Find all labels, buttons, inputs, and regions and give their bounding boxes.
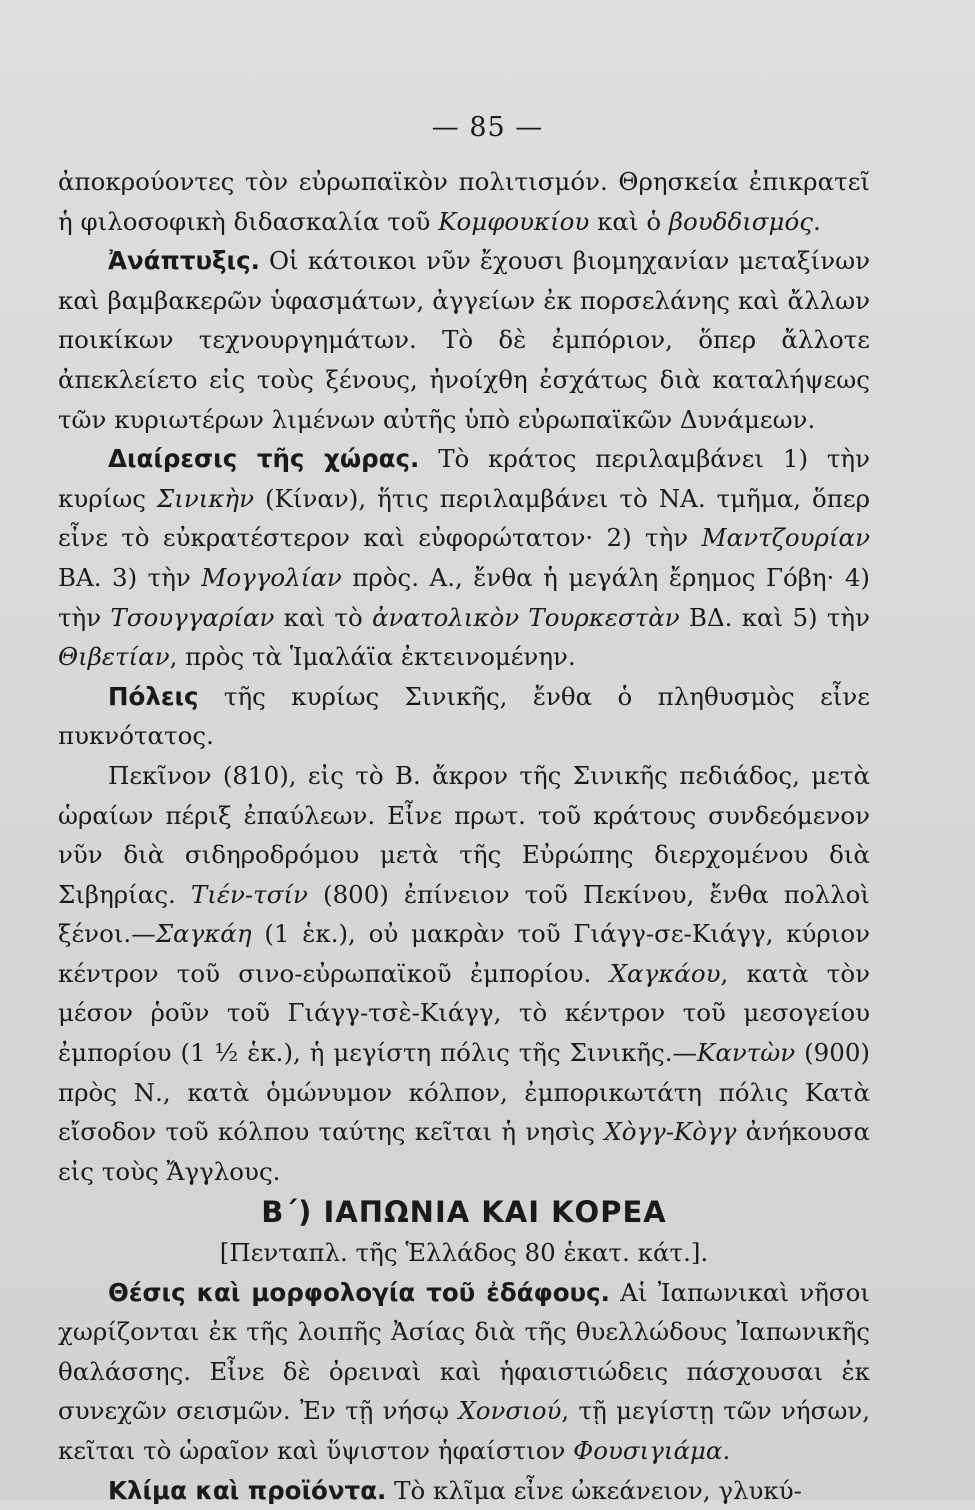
paragraph-heading: Διαίρεσις τῆς χώρας. <box>108 444 420 474</box>
text-run: τῆς κυρίως Σινικῆς, ἔνθα ὁ πληθυσμὸς εἶνε πυκνότατος. <box>58 681 870 751</box>
paragraph-heading: Ἀνάπτυξις. <box>108 246 260 276</box>
text-run: Τὸ κράτος περιλαμβάνει 1) τὴν κυρίως <box>58 444 870 513</box>
section-subtitle: [Πενταπλ. τῆς Ἑλλάδος 80 ἑκατ. κάτ.]. <box>219 1238 709 1268</box>
italic-term: Φουσιγιάμα <box>573 1436 723 1465</box>
italic-term: Χαγκάου <box>609 958 721 988</box>
italic-term: Καντὼν <box>697 1038 796 1068</box>
text-run: (800) ἐπίνειον τοῦ Πεκίνου, ἔνθα πολλοὶ ξένοι.— <box>58 879 871 949</box>
paragraph <box>58 1273 870 1471</box>
italic-term: Τιέν-τσίν <box>190 879 308 909</box>
body-text <box>58 162 870 1510</box>
text-run: καὶ ὁ <box>589 206 669 236</box>
italic-term: Χονσιού <box>458 1396 562 1426</box>
text-run: , τῇ μεγίστῃ τῶν νήσων, κεῖται τὸ ὡραῖον καὶ ὕψιστον ἡφαίστιον <box>58 1396 870 1465</box>
text-run: Τὸ κλῖμα εἶνε ὠκεάνειον, γλυκύ- <box>386 1475 802 1505</box>
text-run: ΒΑ. 3) τὴν <box>58 562 202 592</box>
italic-term: Τσουγγαρίαν <box>110 602 275 632</box>
text-run: . <box>722 1436 731 1465</box>
italic-term: Θιβετίαν <box>58 642 170 672</box>
italic-term: βουδδισμός <box>668 206 813 236</box>
paragraph <box>58 677 870 756</box>
italic-term: Μαντζουρίαν <box>701 523 870 553</box>
text-run: ΒΔ. καὶ 5) τὴν <box>679 602 870 632</box>
text-run: ἀποκρούοντες τὸν εὐρωπαϊκὸν πολιτισμόν. Θρησκεία ἐπικρατεῖ ἡ φιλοσοφικὴ διδασκαλία τοῦ <box>58 167 870 236</box>
paragraph-heading: Πόλεις <box>108 681 199 711</box>
text-run: , πρὸς τὰ Ἱμαλάϊα ἐκτεινομένην. <box>169 642 576 672</box>
paragraph <box>58 1471 870 1510</box>
text-run: καὶ τὸ <box>274 602 372 632</box>
paragraph <box>58 162 870 241</box>
text-run: Αἱ Ἰαπωνικαὶ νῆσοι χωρίζονται ἐκ τῆς λοιπῆς Ἀσίας διὰ τῆς θυελλώδους Ἰαπωνικῆς θαλάσσης. Εἶνε δὲ ὀρειναὶ καὶ ἡφαιστιώδεις πάσχουσαι ἐκ συνεχῶν σεισμῶν. Ἐν τῇ νήσῳ <box>58 1277 871 1426</box>
paragraph-heading: Κλίμα καὶ προϊόντα. <box>108 1475 387 1505</box>
italic-term: Σινικὴν <box>156 483 254 513</box>
italic-term: Μογγολίαν <box>201 562 342 592</box>
text-run: . <box>812 206 821 236</box>
page-number: — 85 — <box>431 112 544 143</box>
italic-term: Σαγκάη <box>155 919 252 949</box>
text-run: , κατὰ τὸν μέσον ῥοῦν τοῦ Γιάγγ-τσὲ-Κιάγγ, τὸ κέντρον τοῦ μεσογείου ἐμπορίου (1 ½ ἑκ.), ἡ μεγίστη πόλις τῆς Σινικῆς.— <box>58 958 870 1068</box>
text-run: Πεκῖνον (810), εἰς τὸ Β. ἄκρον τῆς Σινικῆς πεδιάδος, μετὰ ὡραίων πέριξ ἐπαύλεων. Εἶνε πρωτ. τοῦ κράτους συνδεόμενον νῦν διὰ σιδηροδρόμου μετὰ τῆς Εὐρώπης διερχομένου διὰ Σιβηρίας. <box>58 760 870 909</box>
italic-term: Κομφουκίου <box>438 206 590 236</box>
text-run: (Κίναν), ἥτις περιλαμβάνει τὸ ΝΑ. τμῆμα, ὅπερ εἶνε τὸ εὐκρατέστερον καὶ εὐφορώτατον· 2) τὴν <box>58 483 870 553</box>
paragraph <box>58 241 870 439</box>
text-run: Οἱ κάτοικοι νῦν ἔχουσι βιομηχανίαν μεταξίνων καὶ βαμβακερῶν ὑφασμάτων, ἀγγείων ἐκ πορσελάνης καὶ ἄλλων ποικίκων τεχνουργημάτων. Τὸ δὲ ἐμπόριον, ὅπερ ἄλλοτε ἀπεκλείετο εἰς τοὺς ξένους, ἠνοίχθη ἐσχάτως διὰ καταλήψεως τῶν κυριωτέρων λιμένων αὐτῆς ὑπὸ εὐρωπαϊκῶν Δυνάμεων. <box>58 246 870 434</box>
text-run: πρὸς. Α., ἔνθα ἡ μεγάλη ἔρημος Γόβη· 4) τὴν <box>58 562 870 632</box>
paragraph-heading: Θέσις καὶ μορφολογία τοῦ ἐδάφους. <box>108 1277 610 1307</box>
paragraph <box>58 756 870 1192</box>
paragraph <box>58 439 870 677</box>
italic-term: ἀνατολικὸν Τουρκεστὰν <box>371 602 680 632</box>
text-run: (900) πρὸς Ν., κατὰ ὁμώνυμον κόλπον, ἐμπορικωτάτη πόλις Κατὰ εἴσοδον τοῦ κόλπου ταύτης κεῖται ἡ νησὶς <box>58 1038 870 1147</box>
italic-term: Χὸγγ-Κὸγγ <box>604 1117 737 1147</box>
text-run: ἀνήκουσα εἰς τοὺς Ἄγγλους. <box>58 1117 870 1186</box>
text-run: (1 ἑκ.), οὐ μακρὰν τοῦ Γιάγγ-σε-Κιάγγ, κύριον κέντρον τοῦ σινο-εὐρωπαϊκοῦ ἐμπορίου. <box>58 919 870 988</box>
section-title: Β΄) ΙΑΠΩΝΙΑ ΚΑΙ ΚΟΡΕΑ <box>261 1195 667 1230</box>
